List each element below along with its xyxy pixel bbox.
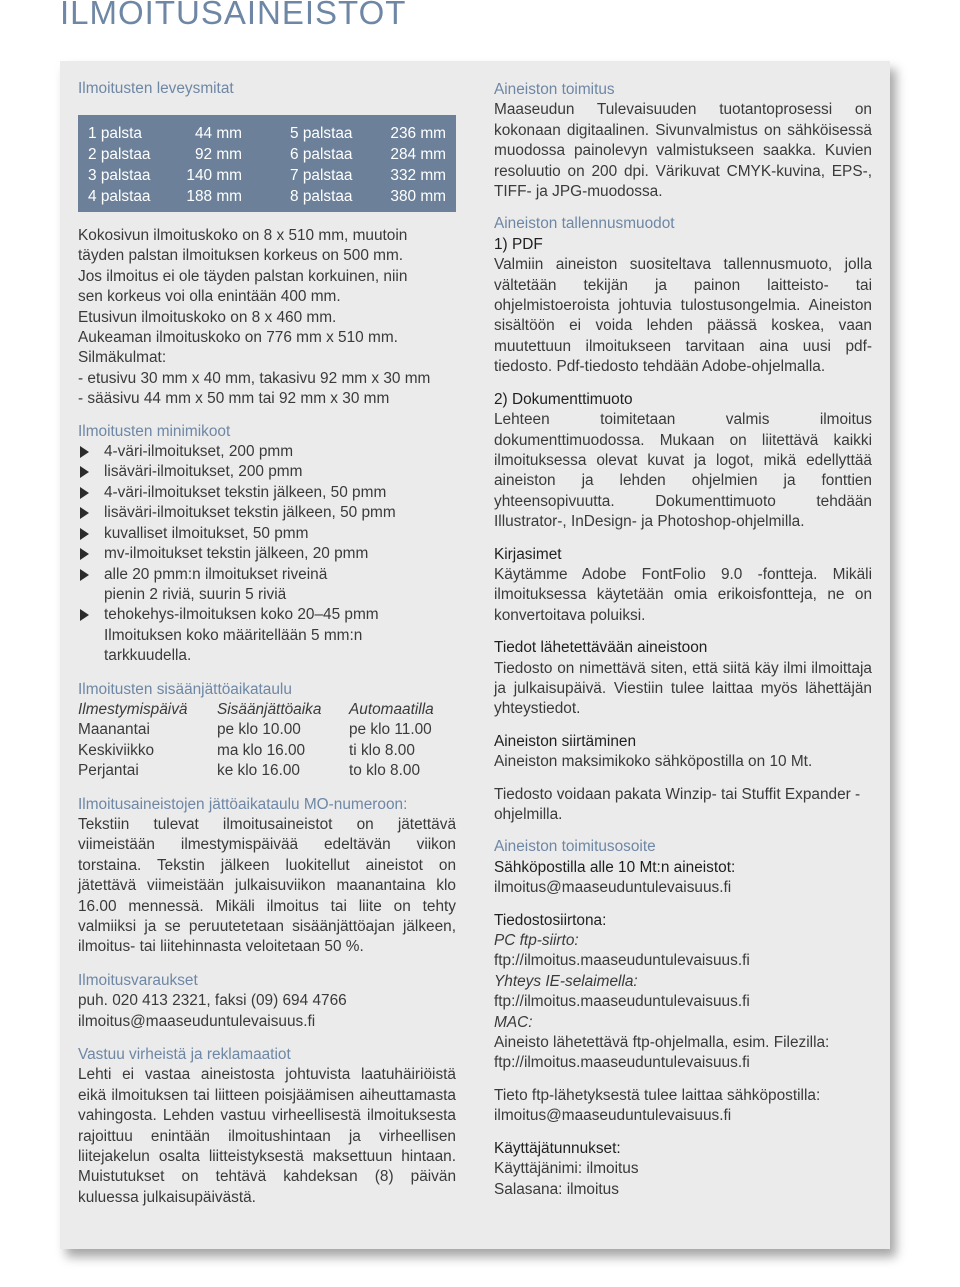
ftp-notice-email: ilmoitus@maaseuduntulevaisuus.fi (494, 1107, 732, 1125)
schedule-row (78, 761, 456, 781)
mo-deadline-heading: Ilmoitusaineistojen jättöaikataulu MO-numeroon: (78, 795, 408, 813)
booking-heading: Ilmoitusvaraukset (78, 971, 198, 989)
mo-deadline-text: Tekstiin tulevat ilmoitusaineistot on jätettävä viimeistään ilmestymispäivää edeltävän viikon torstaina. Tekstin jälkeen luokitellut aineistot on jätettävä viimeistään julkaisuviikon maanantaina klo 16.00 mennessä. Mikäli ilmoitus tai liite on tehty valmiiksi ja se peruutetetaan sisäänjättöajan jälkeen, ilmoitus- tai liitehinnasta veloitetaan 50 %. (78, 815, 456, 956)
triangle-bullet-icon (80, 446, 89, 458)
size-line: Aukeaman ilmoituskoko on 776 mm x 510 mm. (78, 329, 398, 347)
triangle-bullet-icon (80, 528, 89, 540)
left-text-column (78, 226, 456, 1208)
width-value: 188 mm (186, 188, 242, 205)
widths-row (78, 145, 456, 166)
width-value: 236 mm (390, 125, 446, 142)
pc-ftp-label: PC ftp-siirto: (494, 932, 579, 950)
list-item: mv-ilmoitukset tekstin jälkeen, 20 pmm (78, 544, 456, 564)
schedule-cell: ke klo 16.00 (217, 762, 300, 780)
list-item: alle 20 pmm:n ilmoitukset riveinä pienin 2 riviä, suurin 5 riviä (78, 565, 456, 606)
schedule-cell: Keskiviikko (78, 741, 155, 759)
widths-row (78, 166, 456, 187)
list-item: tehokehys-ilmoituksen koko 20–45 pmm Ilmoituksen koko määritellään 5 mm:n tarkkuudella. (78, 605, 456, 666)
schedule-cell: Perjantai (78, 762, 139, 780)
triangle-bullet-icon (80, 507, 89, 519)
schedule-cell: pe klo 11.00 (349, 721, 432, 739)
size-line: Jos ilmoitus ei ole täyden palstan korkuinen, niin (78, 267, 408, 285)
size-line: - sääsivu 44 mm x 50 mm tai 92 mm x 30 mm (78, 390, 390, 408)
schedule-row (78, 741, 456, 761)
list-item: lisäväri-ilmoitukset tekstin jälkeen, 50 pmm (78, 503, 456, 523)
triangle-bullet-icon (80, 609, 89, 621)
email-delivery-heading: Sähköpostilla alle 10 Mt:n aineistot: (494, 858, 736, 876)
schedule-header: Sisäänjättöaika (217, 700, 322, 718)
size-line: sen korkeus voi olla enintään 400 mm. (78, 288, 341, 306)
triangle-bullet-icon (80, 487, 89, 499)
schedule-heading: Ilmoitusten sisäänjättöaikataulu (78, 680, 292, 698)
widths-heading: Ilmoitusten leveysmitat (78, 80, 234, 97)
pc-ftp-address: ftp://ilmoitus.maaseuduntulevaisuus.fi (494, 952, 750, 970)
width-label: 3 palstaa (88, 167, 151, 184)
size-line: - etusivu 30 mm x 40 mm, takasivu 92 mm x 30 mm (78, 369, 431, 387)
booking-phone: puh. 020 413 2321, faksi (09) 694 4766 (78, 992, 347, 1010)
address-heading: Aineiston toimitusosoite (494, 838, 656, 856)
schedule-table (78, 700, 456, 782)
schedule-cell: Maanantai (78, 721, 150, 739)
width-label: 1 palsta (88, 125, 142, 142)
pdf-text: Valmiin aineiston suositeltava tallennusmuoto, jolla vältetään tekijän ja painon laitteisto- tai ohjelmistoeroista johtuvia tulostusongelmia. Aineiston sisältöön ei voida lehden päässä koskea, vaan muutettuun ilmoitukseen tarvitaan aina uusi pdf-tiedosto. Pdf-tiedosto tehdään Adobe-ohjelmalla. (494, 256, 872, 376)
list-item: 4-väri-ilmoitukset, 200 pmm (78, 442, 456, 462)
delivery-text: Maaseudun Tulevaisuuden tuotantoprosessi on kokonaan digitaalinen. Sivunvalmistus on sähköisessä muodossa painolevyn valmistukseen saakka. Kuvien resoluutio on 200 dpi. Värikuvat CMYK-kuvina, EPS-, TIFF- ja JPG-muodossa. (494, 101, 872, 201)
booking-email: ilmoitus@maaseuduntulevaisuus.fi (78, 1012, 316, 1030)
right-column (494, 80, 872, 1200)
formats-heading: Aineiston tallennusmuodot (494, 215, 675, 233)
width-value: 332 mm (390, 167, 446, 184)
page-title: ILMOITUSAINEISTOT (60, 0, 407, 31)
width-value: 380 mm (390, 188, 446, 205)
delivery-heading: Aineiston toimitus (494, 81, 615, 98)
size-line: Kokosivun ilmoituskoko on 8 x 510 mm, muutoin (78, 227, 408, 244)
schedule-cell: ma klo 16.00 (217, 741, 306, 759)
schedule-cell: pe klo 10.00 (217, 721, 301, 739)
triangle-bullet-icon (80, 548, 89, 560)
ftp-notice-text: Tieto ftp-lähetyksestä tulee laittaa sähköpostilla: (494, 1086, 821, 1104)
width-label: 2 palstaa (88, 146, 151, 163)
file-info-text: Tiedosto on nimettävä siten, että siitä käy ilmi ilmoittaja ja julkaisupäivä. Viestiin tulee laittaa myös lähettäjän yhteystiedot. (494, 659, 872, 718)
width-label: 5 palstaa (290, 125, 353, 142)
width-label: 7 palstaa (290, 167, 353, 184)
transfer-heading: Aineiston siirtäminen (494, 732, 637, 750)
ie-label: Yhteys IE-selaimella: (494, 972, 638, 990)
document-format-heading: 2) Dokumenttimuoto (494, 390, 633, 408)
min-sizes-heading: Ilmoitusten minimikoot (78, 422, 231, 440)
schedule-header: Automaatilla (349, 700, 434, 718)
min-sizes-list (78, 442, 456, 666)
mac-label: MAC: (494, 1013, 533, 1031)
schedule-row (78, 720, 456, 740)
file-info-heading: Tiedot lähetettävään aineistoon (494, 639, 708, 657)
width-value: 44 mm (194, 125, 242, 142)
document-format-text: Lehteen toimitetaan valmis ilmoitus dokumenttimuodossa. Mukaan on liitettävä kaikki ilmoituksessa olevat kuvat ja logot, mikä edellyttää aineiston ja lehden ohjelmien ja fonttien yhteensopivuutta. Dokumenttimuoto tehdään Illustrator-, InDesign- ja Photoshop-ohjelmilla. (494, 411, 872, 531)
size-info (78, 226, 456, 410)
fonts-text: Käytämme Adobe FontFolio 9.0 -fontteja. Mikäli ilmoituksessa käytetään omia erikoisfontteja, ne on konvertoitava poluiksi. (494, 565, 872, 624)
width-label: 6 palstaa (290, 146, 353, 163)
schedule-cell: ti klo 8.00 (349, 741, 415, 759)
list-item: 4-väri-ilmoitukset tekstin jälkeen, 50 pmm (78, 483, 456, 503)
liability-text: Lehti ei vastaa aineistosta johtuvista laatuhäiriöistä eikä ilmoituksen tai liitteen poisjäämisen aiheuttamasta vahingosta. Lehden vastuu virheellisestä ilmoituksesta rajoittuu enintään ilmoitushintaan ja virheellisen liitejakelun osalta liitteistyksestä maksettuun hintaan. Muistutukset on tehtävä kahdeksan (8) päivän kuluessa julkaisupäivästä. (78, 1066, 456, 1206)
schedule-cell: to klo 8.00 (349, 762, 421, 780)
size-line: Etusivun ilmoituskoko on 8 x 460 mm. (78, 308, 337, 326)
width-value: 140 mm (186, 167, 242, 184)
mac-text: Aineisto lähetettävä ftp-ohjelmalla, esim. Filezilla: (494, 1034, 830, 1052)
widths-row (78, 124, 456, 145)
size-line: Silmäkulmat: (78, 349, 167, 367)
schedule-header-row (78, 700, 456, 720)
ie-ftp-address: ftp://ilmoitus.maaseuduntulevaisuus.fi (494, 993, 750, 1011)
width-label: 4 palstaa (88, 188, 151, 205)
list-item: kuvalliset ilmoitukset, 50 pmm (78, 524, 456, 544)
email-address: ilmoitus@maaseuduntulevaisuus.fi (494, 879, 732, 897)
mac-ftp-address: ftp://ilmoitus.maaseuduntulevaisuus.fi (494, 1054, 750, 1072)
width-value: 284 mm (390, 146, 446, 163)
schedule-header: Ilmestymispäivä (78, 700, 188, 718)
ftp-heading: Tiedostosiirtona: (494, 911, 607, 929)
list-item: lisäväri-ilmoitukset, 200 pmm (78, 462, 456, 482)
fonts-heading: Kirjasimet (494, 545, 562, 563)
liability-heading: Vastuu virheistä ja reklamaatiot (78, 1045, 291, 1063)
credentials-heading: Käyttäjätunnukset: (494, 1139, 621, 1157)
widths-table (78, 115, 456, 212)
transfer-text: Aineiston maksimikoko sähköpostilla on 10 Mt. (494, 753, 813, 771)
triangle-bullet-icon (80, 466, 89, 478)
compression-text: Tiedosto voidaan pakata Winzip- tai Stuffit Expander -ohjelmilla. (494, 785, 861, 823)
triangle-bullet-icon (80, 569, 89, 581)
password: Salasana: ilmoitus (494, 1180, 619, 1198)
width-value: 92 mm (194, 146, 242, 163)
width-label: 8 palstaa (290, 188, 353, 205)
widths-row (78, 187, 456, 208)
size-line: täyden palstan ilmoituksen korkeus on 500 mm. (78, 247, 404, 265)
pdf-heading: 1) PDF (494, 235, 543, 253)
left-column (78, 79, 456, 99)
username: Käyttäjänimi: ilmoitus (494, 1160, 639, 1178)
